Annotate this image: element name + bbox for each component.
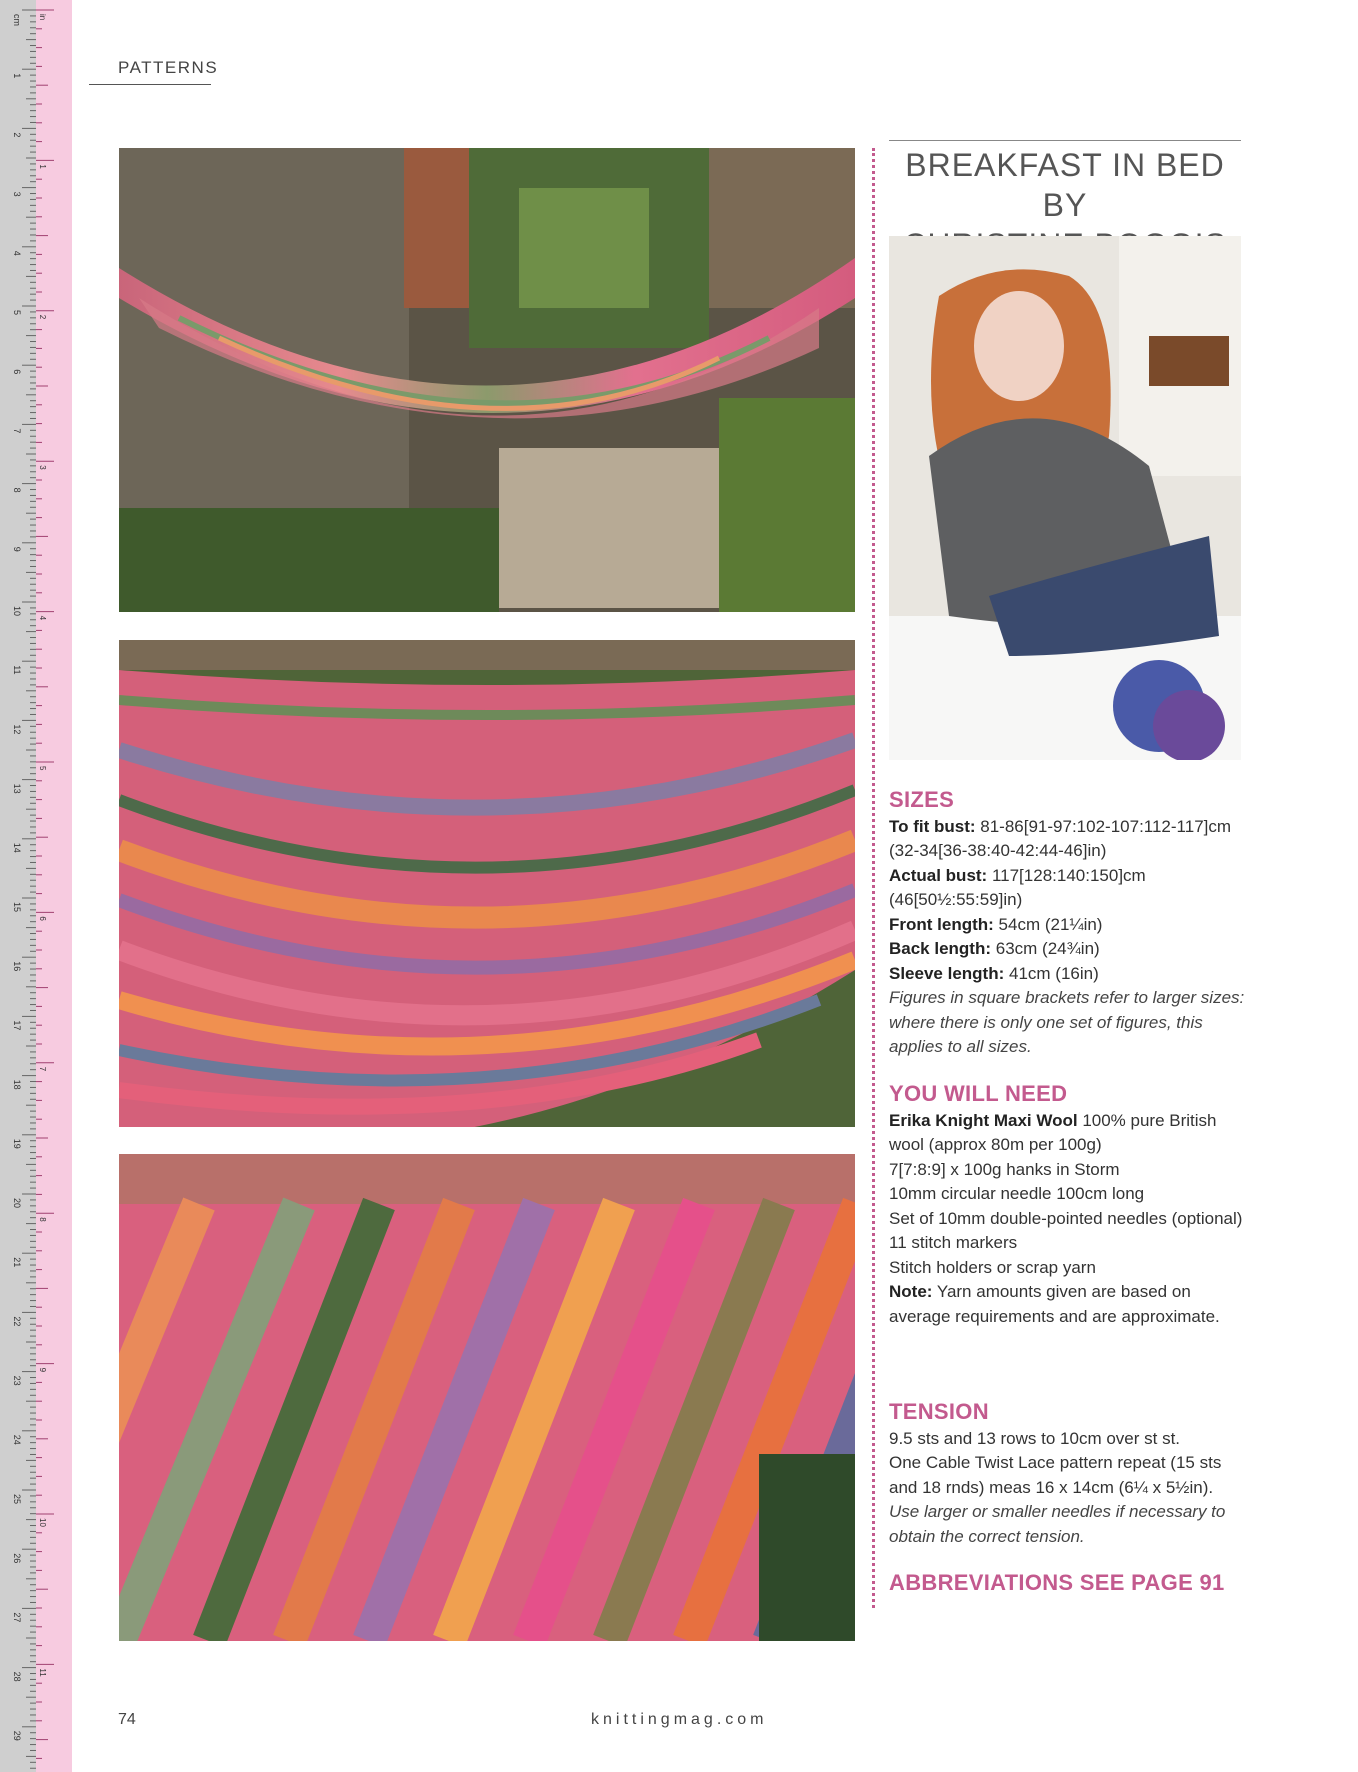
yarn-item: Erika Knight Maxi Wool 100% pure British wool (approx 80m per 100g) [889, 1110, 1217, 1154]
ruler-in-label: 3 [38, 465, 47, 470]
ruler-in-label: 6 [38, 916, 47, 921]
ruler-in-label: 7 [38, 1066, 47, 1072]
ruler-cm-label: 11 [12, 665, 22, 675]
ruler-in-label: 4 [38, 615, 47, 621]
page-number: 74 [118, 1711, 136, 1728]
ruler-in-label: 2 [38, 314, 47, 320]
ruler-in-label: 5 [38, 766, 47, 771]
actual-bust: Actual bust: 117[128:140:150]cm (46[50½:55:59]in) [889, 865, 1146, 909]
sleeve-length: Sleeve length: 41cm (16in) [889, 963, 1099, 983]
title-line-1: BREAKFAST IN BED BY [905, 147, 1225, 223]
ruler-cm-label: 6 [12, 369, 22, 375]
ruler-cm-label: 21 [12, 1257, 22, 1268]
ruler-cm-label: 22 [12, 1316, 22, 1327]
ruler-cm-label: 23 [12, 1375, 22, 1386]
ruler-cm-label: 1 [12, 73, 22, 79]
ruler-cm-label: 17 [12, 1020, 22, 1031]
website: knittingmag.com [591, 1711, 768, 1728]
ruler-cm-label: 8 [12, 487, 22, 493]
sizes-section [889, 788, 1249, 1060]
ruler-cm-label: 7 [12, 428, 22, 434]
ruler-cm-label: 26 [12, 1553, 22, 1564]
tension-section [889, 1400, 1249, 1549]
ruler-cm-label: 18 [12, 1079, 22, 1090]
ruler-cm-label: 27 [12, 1612, 22, 1623]
ruler-cm-label: 9 [12, 546, 22, 552]
shawl-lace-detail-photo [119, 1154, 855, 1641]
ruler-in-label: 8 [38, 1217, 47, 1222]
tension-line: 9.5 sts and 13 rows to 10cm over st st. [889, 1428, 1181, 1448]
section-label: PATTERNS [118, 58, 219, 77]
ruler-in-label: 9 [38, 1367, 47, 1373]
ruler-cm-label: 13 [12, 783, 22, 794]
ruler-in-label: 11 [38, 1668, 47, 1677]
list-item: Stitch holders or scrap yarn [889, 1257, 1096, 1277]
list-item: 11 stitch markers [889, 1233, 1018, 1252]
ruler-cm-label: 12 [12, 724, 22, 735]
column-divider [872, 148, 875, 1608]
ruler-in-label: in [38, 14, 47, 21]
ruler-cm-label: cm [12, 14, 22, 26]
front-length: Front length: 54cm (21¼in) [889, 914, 1103, 934]
abbreviations-section [889, 1571, 1249, 1598]
tension-heading: TENSION [889, 1399, 989, 1424]
model-sweater-photo [889, 236, 1241, 760]
list-item: 10mm circular needle 100cm long [889, 1184, 1145, 1203]
list-item: Set of 10mm double-pointed needles (optional) [889, 1208, 1243, 1228]
to-fit-bust: To fit bust: 81-86[91-97:102-107:112-117]cm (32-34[36-38:40-42:44-46]in) [889, 816, 1232, 860]
ruler-cm-label: 14 [12, 842, 22, 853]
ruler-cm-label: 19 [12, 1138, 22, 1149]
tension-line: One Cable Twist Lace pattern repeat (15 sts and 18 rnds) meas 16 x 14cm (6¼ x 5½in). [889, 1453, 1222, 1497]
list-item: 7[7:8:9] x 100g hanks in Storm [889, 1159, 1120, 1179]
back-length: Back length: 63cm (24¾in) [889, 939, 1100, 958]
abbreviations-link: ABBREVIATIONS SEE PAGE 91 [889, 1570, 1225, 1595]
ruler-cm-label: 20 [12, 1198, 22, 1209]
ruler-cm-label: 28 [12, 1671, 22, 1682]
yarn-note: Note: Yarn amounts given are based on average requirements and are approximate. [889, 1282, 1220, 1326]
ruler-in-label: 1 [38, 164, 47, 169]
ruler-cm-label: 2 [12, 132, 22, 138]
sizes-heading: SIZES [889, 787, 955, 812]
shawl-closeup-photo [119, 640, 855, 1127]
section-rule [89, 84, 211, 85]
ruler-cm-label: 4 [12, 250, 22, 256]
ruler-cm-label: 5 [12, 310, 22, 316]
ruler-cm-label: 16 [12, 961, 22, 972]
tension-note: Use larger or smaller needles if necessary to obtain the correct tension. [889, 1502, 1226, 1546]
you-will-need-heading: YOU WILL NEED [889, 1081, 1068, 1106]
ruler-in-label: 10 [38, 1518, 47, 1527]
measuring-ruler [0, 0, 72, 1772]
sizes-note: Figures in square brackets refer to larger sizes: where there is only one set of figures, this applies to all sizes. [889, 988, 1245, 1056]
ruler-cm-label: 24 [12, 1434, 22, 1445]
ruler-cm-label: 10 [12, 606, 22, 617]
ruler-cm-label: 3 [12, 191, 22, 197]
shawl-garden-photo [119, 148, 855, 612]
ruler-cm-label: 25 [12, 1494, 22, 1505]
ruler-cm-label: 15 [12, 902, 22, 913]
ruler-cm-label: 29 [12, 1730, 22, 1741]
you-will-need-section [889, 1082, 1249, 1329]
